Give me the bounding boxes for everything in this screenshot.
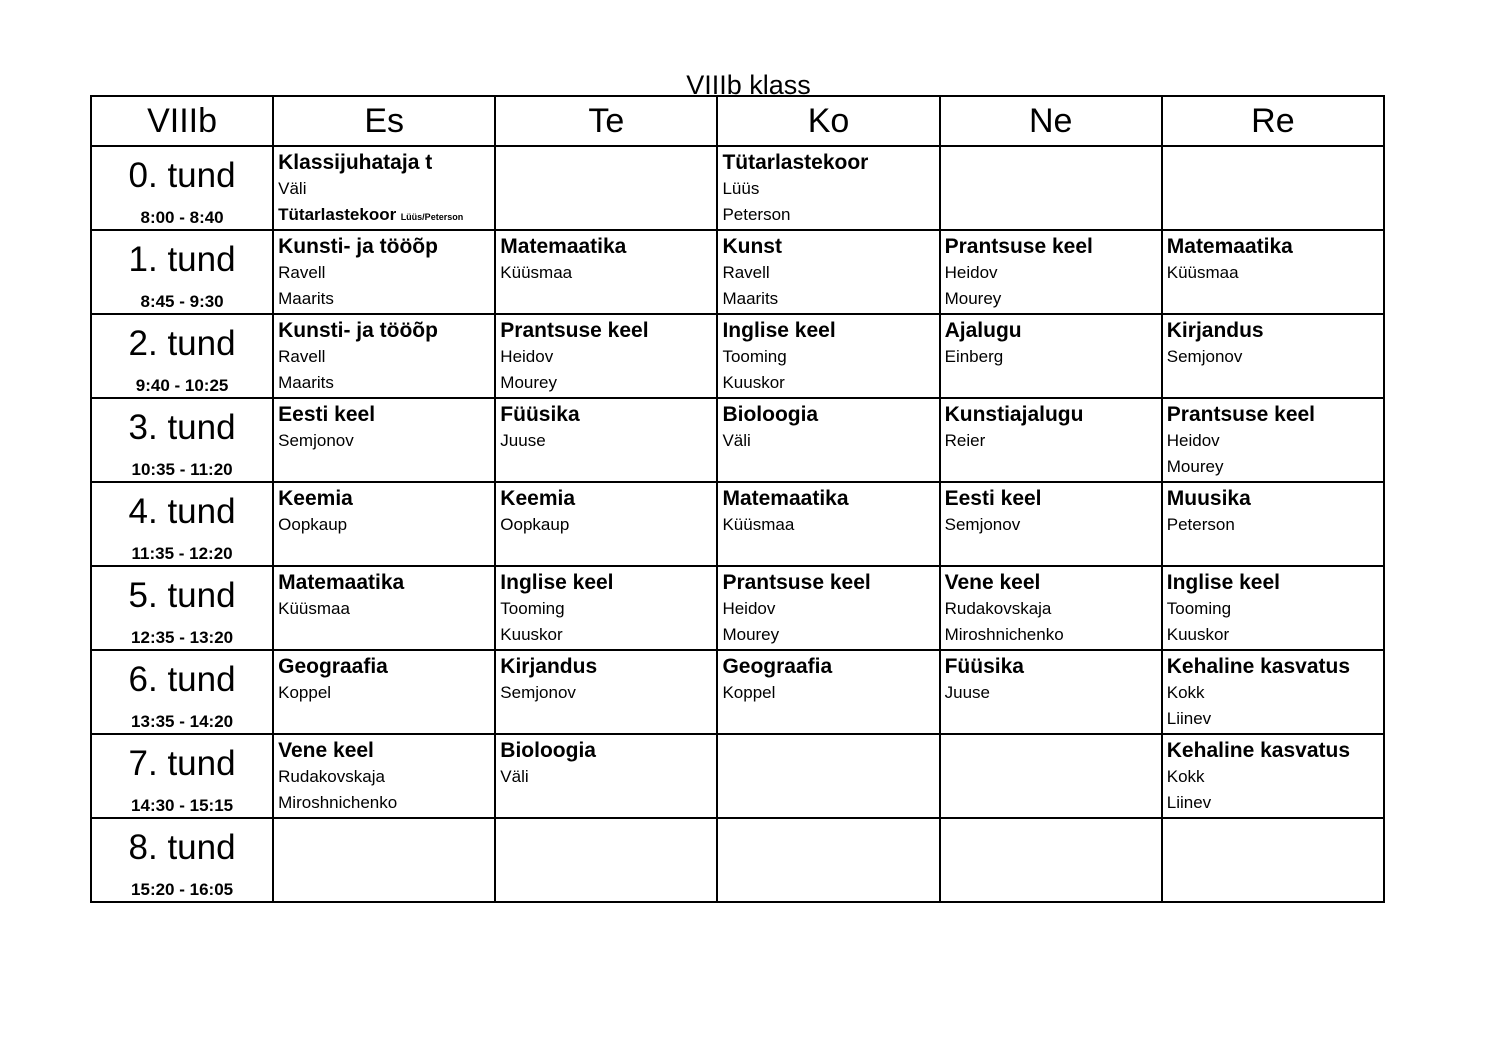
teacher-name: Koppel bbox=[722, 683, 776, 702]
lesson-time-cell bbox=[91, 566, 273, 650]
subject-name: Vene keel bbox=[278, 739, 374, 762]
lesson-time: 12:35 - 13:20 bbox=[131, 628, 234, 647]
timetable bbox=[90, 95, 1385, 903]
teacher-name: Tooming bbox=[1166, 599, 1232, 618]
schedule-cell bbox=[273, 398, 495, 482]
teacher-name: Küüsmaa bbox=[1166, 263, 1239, 282]
lesson-time-cell bbox=[91, 650, 273, 734]
subject-name: Klassijuhataja t bbox=[278, 151, 433, 174]
subject-name: Kunsti- ja tööõp bbox=[278, 319, 438, 342]
teacher-name: Heidov bbox=[722, 599, 776, 618]
schedule-cell bbox=[1162, 146, 1384, 230]
schedule-cell bbox=[940, 818, 1162, 902]
schedule-cell bbox=[940, 482, 1162, 566]
lesson-time: 9:40 - 10:25 bbox=[135, 376, 229, 395]
subject-name: Inglise keel bbox=[500, 571, 614, 594]
teacher-name: Miroshnichenko bbox=[278, 793, 398, 812]
subject-name: Füüsika bbox=[500, 403, 580, 426]
schedule-cell bbox=[1162, 314, 1384, 398]
teacher-name: Küüsmaa bbox=[500, 263, 573, 282]
table-row bbox=[91, 818, 1384, 902]
page-title: VIIIb klass bbox=[686, 70, 811, 100]
table-row bbox=[91, 566, 1384, 650]
table-row bbox=[91, 146, 1384, 230]
schedule-cell bbox=[273, 818, 495, 902]
schedule-cell bbox=[717, 734, 939, 818]
subject-name: Matemaatika bbox=[278, 571, 405, 594]
schedule-cell bbox=[495, 482, 717, 566]
schedule-cell bbox=[273, 734, 495, 818]
teacher-name: Heidov bbox=[944, 263, 998, 282]
class-label-header: VIIIb bbox=[91, 96, 273, 146]
teacher-name: Semjonov bbox=[500, 683, 576, 702]
schedule-cell bbox=[1162, 398, 1384, 482]
teacher-name: Koppel bbox=[278, 683, 332, 702]
lesson-name: 1. tund bbox=[128, 240, 236, 279]
teacher-name: Mourey bbox=[944, 289, 1002, 308]
teacher-name: Peterson bbox=[1166, 515, 1235, 534]
subject-name: Inglise keel bbox=[1166, 571, 1280, 594]
schedule-cell bbox=[717, 398, 939, 482]
schedule-cell bbox=[717, 482, 939, 566]
schedule-cell bbox=[273, 650, 495, 734]
lesson-time: 11:35 - 12:20 bbox=[131, 544, 233, 563]
teacher-name: Juuse bbox=[500, 431, 546, 450]
table-row bbox=[91, 734, 1384, 818]
lesson-time-cell bbox=[91, 482, 273, 566]
schedule-cell bbox=[1162, 734, 1384, 818]
table-row bbox=[91, 482, 1384, 566]
header-row bbox=[91, 96, 1384, 146]
teacher-name: Semjonov bbox=[278, 431, 354, 450]
lesson-time: 13:35 - 14:20 bbox=[131, 712, 234, 731]
day-header: Re bbox=[1162, 96, 1384, 146]
schedule-cell bbox=[940, 650, 1162, 734]
teacher-name: Kokk bbox=[1166, 767, 1205, 786]
subject-name: Matemaatika bbox=[1166, 235, 1293, 258]
schedule-cell bbox=[273, 146, 495, 230]
teacher-name: Ravell bbox=[722, 263, 770, 282]
subject-name: Matemaatika bbox=[722, 487, 849, 510]
subject-name: Bioloogia bbox=[722, 403, 819, 426]
subject-name: Kehaline kasvatus bbox=[1166, 655, 1351, 678]
lesson-name: 2. tund bbox=[128, 324, 236, 363]
schedule-cell bbox=[495, 566, 717, 650]
subject-name: Inglise keel bbox=[722, 319, 836, 342]
teacher-name: Küüsmaa bbox=[278, 599, 350, 618]
schedule-cell bbox=[717, 146, 939, 230]
schedule-cell bbox=[495, 230, 717, 314]
subject-name: Kunstiajalugu bbox=[944, 403, 1084, 426]
lesson-time-cell bbox=[91, 314, 273, 398]
lesson-time-cell bbox=[91, 146, 273, 230]
subject-name: Kunsti- ja tööõp bbox=[278, 235, 438, 258]
schedule-cell bbox=[495, 146, 717, 230]
teacher-name: Oopkaup bbox=[278, 515, 348, 534]
table-row bbox=[91, 230, 1384, 314]
lesson-time-cell bbox=[91, 734, 273, 818]
day-header: Te bbox=[495, 96, 717, 146]
schedule-cell bbox=[717, 818, 939, 902]
day-header: Ne bbox=[940, 96, 1162, 146]
teacher-name: Maarits bbox=[278, 289, 334, 308]
schedule-cell bbox=[1162, 650, 1384, 734]
schedule-cell bbox=[1162, 818, 1384, 902]
teacher-name: Mourey bbox=[500, 373, 557, 392]
subject-name: Eesti keel bbox=[944, 487, 1042, 510]
subject-name: Keemia bbox=[278, 487, 353, 510]
schedule-cell bbox=[940, 398, 1162, 482]
day-header: Ko bbox=[717, 96, 939, 146]
subject-name: Bioloogia bbox=[500, 739, 596, 762]
teacher-name: Liinev bbox=[1166, 709, 1212, 728]
extra-teacher-note: Lüüs/Peterson bbox=[400, 212, 464, 222]
schedule-cell bbox=[495, 314, 717, 398]
teacher-name: Einberg bbox=[944, 347, 1004, 366]
teacher-name: Heidov bbox=[1166, 431, 1220, 450]
teacher-name: Peterson bbox=[722, 205, 791, 224]
subject-name: Eesti keel bbox=[278, 403, 376, 426]
schedule-cell bbox=[1162, 482, 1384, 566]
teacher-name: Mourey bbox=[722, 625, 780, 644]
subject-name: Keemia bbox=[500, 487, 576, 510]
lesson-name: 3. tund bbox=[128, 408, 236, 447]
schedule-cell bbox=[495, 398, 717, 482]
subject-name: Geograafia bbox=[278, 655, 388, 678]
schedule-cell bbox=[717, 230, 939, 314]
subject-name: Kirjandus bbox=[500, 655, 598, 678]
teacher-name: Küüsmaa bbox=[722, 515, 795, 534]
teacher-name: Väli bbox=[722, 431, 751, 450]
lesson-time: 15:20 - 16:05 bbox=[131, 880, 234, 899]
teacher-name: Kuuskor bbox=[500, 625, 563, 644]
teacher-name: Väli bbox=[500, 767, 529, 786]
lesson-name: 5. tund bbox=[128, 576, 236, 615]
teacher-name: Oopkaup bbox=[500, 515, 570, 534]
subject-name: Prantsuse keel bbox=[722, 571, 871, 594]
schedule-cell bbox=[940, 566, 1162, 650]
teacher-name: Reier bbox=[944, 431, 986, 450]
schedule-cell bbox=[940, 314, 1162, 398]
schedule-cell bbox=[495, 734, 717, 818]
subject-name: Muusika bbox=[1166, 487, 1251, 510]
lesson-name: 6. tund bbox=[128, 660, 236, 699]
schedule-cell bbox=[940, 734, 1162, 818]
schedule-cell bbox=[940, 230, 1162, 314]
lesson-time: 14:30 - 15:15 bbox=[131, 796, 234, 815]
schedule-cell bbox=[495, 650, 717, 734]
subject-name: Prantsuse keel bbox=[500, 319, 649, 342]
lesson-name: 8. tund bbox=[128, 828, 236, 867]
schedule-cell bbox=[495, 818, 717, 902]
subject-name: Prantsuse keel bbox=[1166, 403, 1316, 426]
teacher-name: Väli bbox=[278, 179, 307, 198]
extra-lesson-line bbox=[278, 202, 494, 228]
schedule-cell bbox=[940, 146, 1162, 230]
lesson-name: 4. tund bbox=[128, 492, 236, 531]
lesson-name: 7. tund bbox=[128, 744, 236, 783]
table-row bbox=[91, 398, 1384, 482]
teacher-name: Kuuskor bbox=[1166, 625, 1230, 644]
teacher-name: Rudakovskaja bbox=[278, 767, 385, 786]
schedule-cell bbox=[273, 566, 495, 650]
lesson-time: 8:00 - 8:40 bbox=[140, 208, 224, 227]
teacher-name: Ravell bbox=[278, 347, 326, 366]
teacher-name: Heidov bbox=[500, 347, 554, 366]
schedule-cell bbox=[717, 650, 939, 734]
day-header: Es bbox=[273, 96, 495, 146]
teacher-name: Kuuskor bbox=[722, 373, 785, 392]
table-row bbox=[91, 650, 1384, 734]
subject-name: Matemaatika bbox=[500, 235, 627, 258]
subject-name: Geograafia bbox=[722, 655, 833, 678]
teacher-name: Lüüs bbox=[722, 179, 760, 198]
subject-name: Prantsuse keel bbox=[944, 235, 1093, 258]
schedule-cell bbox=[1162, 230, 1384, 314]
subject-name: Tütarlastekoor bbox=[722, 151, 869, 174]
subject-name: Kirjandus bbox=[1166, 319, 1264, 342]
schedule-cell bbox=[717, 566, 939, 650]
teacher-name: Semjonov bbox=[944, 515, 1021, 534]
schedule-cell bbox=[273, 482, 495, 566]
teacher-name: Maarits bbox=[722, 289, 779, 308]
schedule-cell bbox=[1162, 566, 1384, 650]
teacher-name: Juuse bbox=[944, 683, 990, 702]
teacher-name: Kokk bbox=[1166, 683, 1205, 702]
subject-name: Vene keel bbox=[944, 571, 1041, 594]
schedule-cell bbox=[273, 314, 495, 398]
teacher-name: Miroshnichenko bbox=[944, 625, 1064, 644]
lesson-time-cell bbox=[91, 818, 273, 902]
lesson-time: 10:35 - 11:20 bbox=[131, 460, 233, 479]
lesson-time-cell bbox=[91, 398, 273, 482]
lesson-name: 0. tund bbox=[128, 156, 236, 195]
teacher-name: Tooming bbox=[500, 599, 565, 618]
lesson-time: 8:45 - 9:30 bbox=[140, 292, 224, 311]
teacher-name: Liinev bbox=[1166, 793, 1212, 812]
subject-name: Füüsika bbox=[944, 655, 1024, 678]
teacher-name: Rudakovskaja bbox=[944, 599, 1052, 618]
teacher-name: Mourey bbox=[1166, 457, 1224, 476]
subject-name: Kehaline kasvatus bbox=[1166, 739, 1351, 762]
teacher-name: Semjonov bbox=[1166, 347, 1243, 366]
lesson-time-cell bbox=[91, 230, 273, 314]
table-row bbox=[91, 314, 1384, 398]
teacher-name: Tooming bbox=[722, 347, 787, 366]
schedule-cell bbox=[717, 314, 939, 398]
teacher-name: Ravell bbox=[278, 263, 326, 282]
subject-name: Kunst bbox=[722, 235, 782, 258]
subject-name: Ajalugu bbox=[944, 319, 1022, 342]
teacher-name: Maarits bbox=[278, 373, 334, 392]
schedule-cell bbox=[273, 230, 495, 314]
extra-subject-name: Tütarlastekoor bbox=[278, 205, 397, 224]
